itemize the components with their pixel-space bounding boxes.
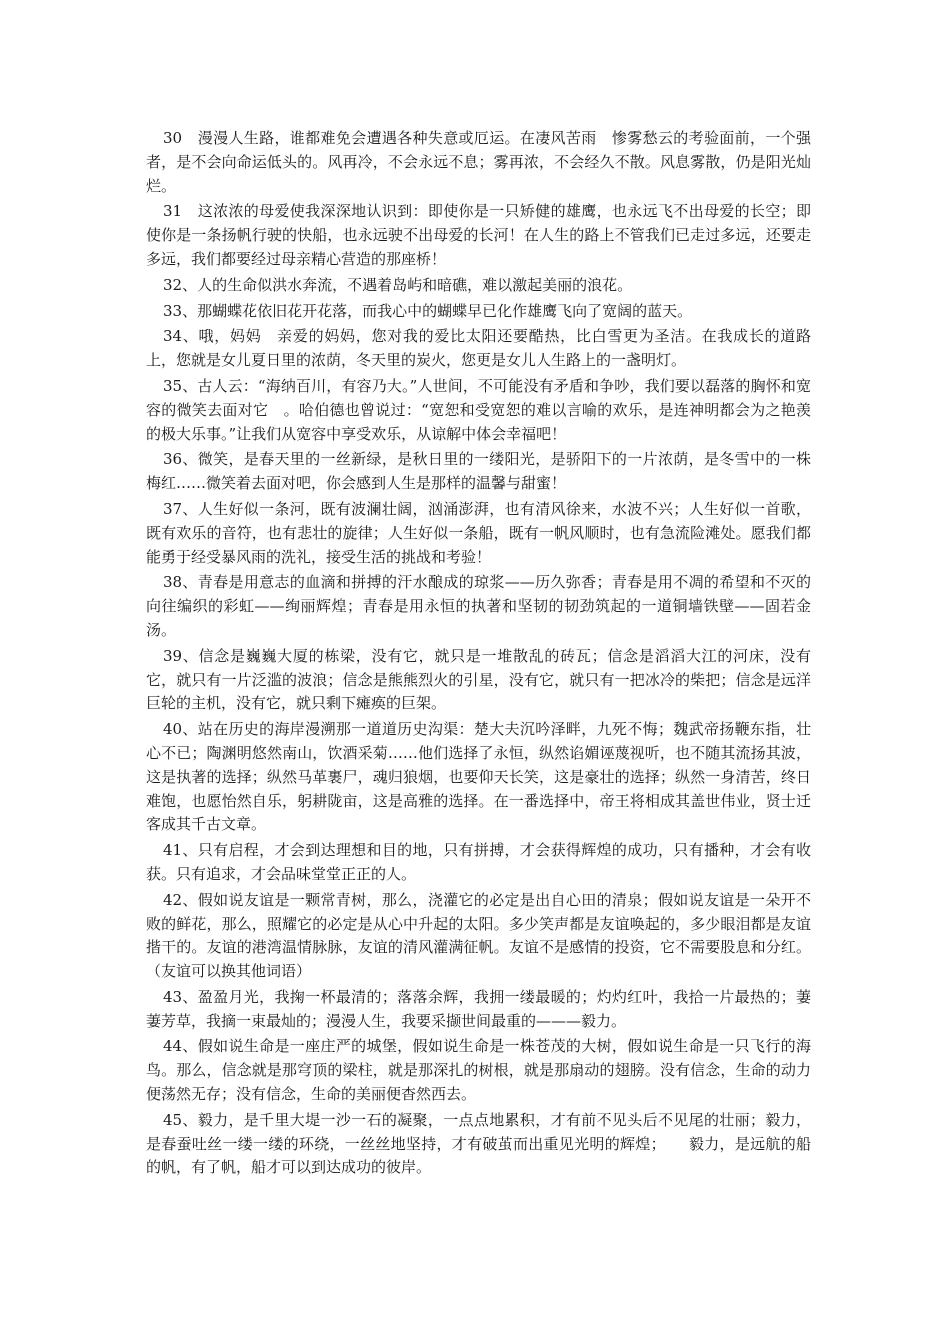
paragraph-42: 42、假如说友谊是一颗常青树，那么，浇灌它的必定是出自心田的清泉；假如说友谊是一朵开不败的鲜花，那么，照耀它的必定是从心中升起的太阳。多少笑声都是友谊唤起的，多少眼泪都是友谊揩干的。友谊的港湾温情脉脉，友谊的清风灌满征帆。友谊不是感情的投资，它不需要股息和分红。（友谊可以换其他词语） <box>146 890 811 981</box>
paragraph-44: 44、假如说生命是一座庄严的城堡，假如说生命是一株苍茂的大树，假如说生命是一只飞行的海鸟。那么，信念就是那穹顶的梁柱，就是那深扎的树根，就是那扇动的翅膀。没有信念，生命的动力便荡然无存；没有信念，生命的美丽便杳然西去。 <box>146 1037 811 1104</box>
paragraph-31: 31 这浓浓的母爱使我深深地认识到：即使你是一只矫健的雄鹰，也永远飞不出母爱的长空；即使你是一条扬帆行驶的快船，也永远驶不出母爱的长河！在人生的路上不管我们已走过多远，还要走多远，我们都要经过母亲精心营造的那座桥！ <box>146 202 811 268</box>
paragraph-45: 45、毅力，是千里大堤一沙一石的凝聚，一点点地累积，才有前不见头后不见尾的壮丽；毅力，是春蚕吐丝一缕一缕的环绕，一丝丝地坚持，才有破茧而出重见光明的辉煌； 毅力，是远航的船的帆，有了帆，船才可以到达成功的彼岸。 <box>146 1110 811 1177</box>
paragraph-32: 32、人的生命似洪水奔流，不遇着岛屿和暗礁，难以激起美丽的浪花。 <box>163 275 633 294</box>
paragraph-34: 34、哦，妈妈 亲爱的妈妈，您对我的爱比太阳还要酷热，比白雪更为圣洁。在我成长的道路上，您就是女儿夏日里的浓荫，冬天里的炭火，您更是女儿人生路上的一盏明灯。 <box>146 327 811 370</box>
document-body <box>146 127 811 1182</box>
paragraph-43: 43、盈盈月光，我掬一杯最清的；落落余辉，我拥一缕最暖的；灼灼红叶，我拾一片最热的；萋萋芳草，我摘一束最灿的；漫漫人生，我要采撷世间最重的———毅力。 <box>146 987 811 1030</box>
paragraph-40: 40、站在历史的海岸漫溯那一道道历史沟渠：楚大夫沉吟泽畔，九死不悔；魏武帝扬鞭东指，壮心不已；陶渊明悠然南山，饮酒采菊……他们选择了永恒，纵然谄媚诬蔑视听，也不随其流扬其波，这是执著的选择；纵然马革裹尸，魂归狼烟，也要仰天长笑，这是豪壮的选择；纵然一身清苦，终日难饱，也愿怡然自乐，躬耕陇亩，这是高雅的选择。在一番选择中，帝王将相成其盖世伟业，贤士迁客成其千古文章。 <box>146 720 811 834</box>
paragraph-33: 33、那蝴蝶花依旧花开花落，而我心中的蝴蝶早已化作雄鹰飞向了宽阔的蓝天。 <box>163 301 693 320</box>
paragraph-41: 41、只有启程，才会到达理想和目的地，只有拼搏，才会获得辉煌的成功，只有播种，才会有收获。只有追求，才会品味堂堂正正的人。 <box>146 841 811 883</box>
paragraph-35: 35、古人云：“海纳百川，有容乃大。”人世间，不可能没有矛盾和争吵，我们要以磊落的胸怀和宽容的微笑去面对它 。哈伯德也曾说过：“宽恕和受宽恕的难以言喻的欢乐，是连神明都会为之艳羡的极大乐事。”让我们从宽容中享受欢乐，从谅解中体会幸福吧！ <box>146 376 811 443</box>
paragraph-39: 39、信念是巍巍大厦的栋梁，没有它，就只是一堆散乱的砖瓦；信念是滔滔大江的河床，没有它，就只有一片泛滥的波浪；信念是熊熊烈火的引星，没有它，就只有一把冰冷的柴把；信念是远洋巨轮的主机，没有它，就只剩下瘫痪的巨架。 <box>146 646 811 713</box>
paragraph-30: 30 漫漫人生路，谁都难免会遭遇各种失意或厄运。在凄风苦雨 惨雾愁云的考验面前，一个强者，是不会向命运低头的。风再冷，不会永远不息；雾再浓，不会经久不散。风息雾散，仍是阳光灿烂。 <box>146 129 811 195</box>
paragraph-36: 36、微笑，是春天里的一丝新绿，是秋日里的一缕阳光，是骄阳下的一片浓荫，是冬雪中的一株梅红……微笑着去面对吧，你会感到人生是那样的温馨与甜蜜！ <box>146 450 811 493</box>
paragraph-38: 38、青春是用意志的血滴和拼搏的汗水酿成的琼浆——历久弥香；青春是用不凋的希望和不灭的向往编织的彩虹——绚丽辉煌；青春是用永恒的执著和坚韧的韧劲筑起的一道铜墙铁壁——固若金汤。 <box>146 573 811 639</box>
paragraph-37: 37、人生好似一条河，既有波澜壮阔，汹涌澎湃，也有清风徐来，水波不兴；人生好似一首歌，既有欢乐的音符，也有悲壮的旋律；人生好似一条船，既有一帆风顺时，也有急流险滩处。愿我们都能勇于经受暴风雨的洗礼，接受生活的挑战和考验！ <box>146 499 811 566</box>
